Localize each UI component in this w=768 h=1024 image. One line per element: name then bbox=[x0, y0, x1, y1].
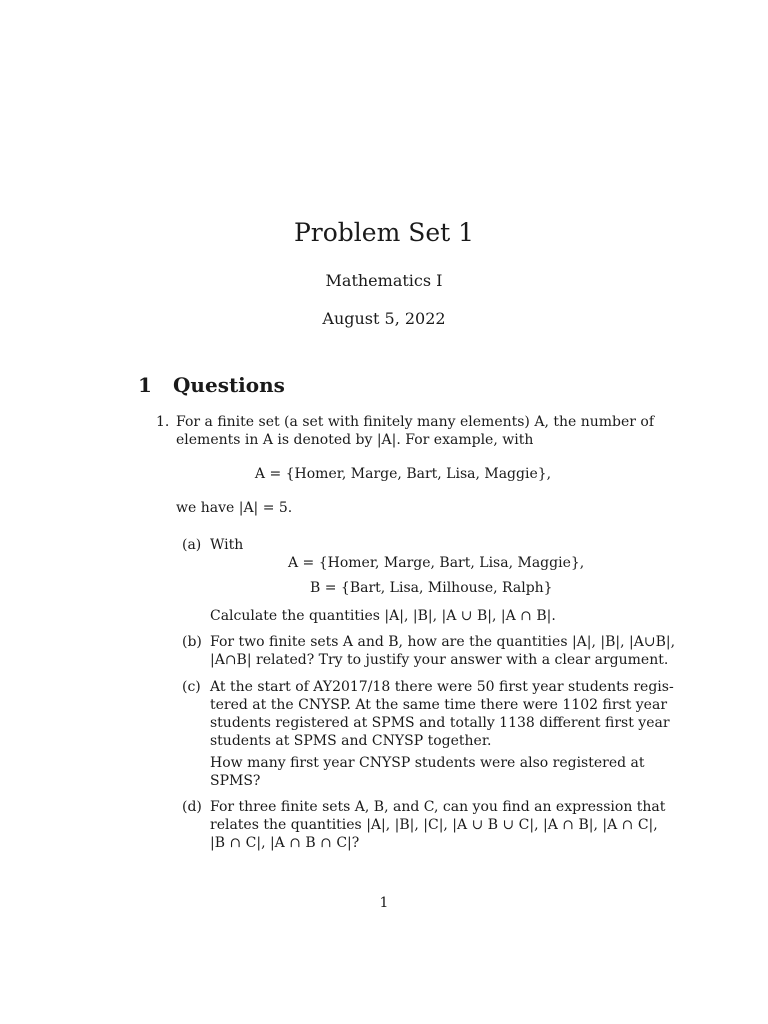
section-number: 1 bbox=[138, 373, 152, 397]
question-number: 1. bbox=[156, 414, 170, 430]
document-title: Problem Set 1 bbox=[293, 218, 475, 247]
document-date: August 5, 2022 bbox=[322, 309, 446, 328]
page-number: 1 bbox=[379, 895, 389, 911]
part-d-label: (d) bbox=[182, 799, 202, 815]
part-c-line-2: tered at the CNYSP. At the same time there were 1102 first year bbox=[210, 697, 668, 713]
part-a-label: (a) bbox=[182, 537, 202, 553]
part-c-question-line-1: How many first year CNYSP students were also registered at bbox=[210, 755, 645, 771]
part-a-equation-b: B = {Bart, Lisa, Milhouse, Ralph} bbox=[310, 580, 553, 596]
part-c-label: (c) bbox=[182, 679, 201, 695]
part-a-task: Calculate the quantities |A|, |B|, |A ∪ B|, |A ∩ B|. bbox=[210, 608, 556, 624]
question-intro-line-1: For a finite set (a set with finitely many elements) A, the number of bbox=[176, 414, 655, 430]
part-c-question-line-2: SPMS? bbox=[210, 773, 261, 789]
document-subtitle: Mathematics I bbox=[325, 271, 443, 290]
part-a-equation-a: A = {Homer, Marge, Bart, Lisa, Maggie}, bbox=[288, 555, 585, 571]
section-heading bbox=[138, 372, 285, 398]
question-conclusion: we have |A| = 5. bbox=[176, 500, 293, 516]
section-title: Questions bbox=[173, 373, 285, 397]
part-b-label: (b) bbox=[182, 634, 202, 650]
question-intro-line-2: elements in A is denoted by |A|. For example, with bbox=[176, 432, 534, 448]
part-d-line-1: For three finite sets A, B, and C, can you find an expression that bbox=[210, 799, 666, 815]
example-equation: A = {Homer, Marge, Bart, Lisa, Maggie}, bbox=[254, 466, 552, 482]
part-c-line-4: students at SPMS and CNYSP together. bbox=[210, 733, 492, 749]
part-a-text: With bbox=[210, 537, 244, 553]
part-c-line-3: students registered at SPMS and totally 1138 different first year bbox=[210, 715, 670, 731]
part-d-line-2: relates the quantities |A|, |B|, |C|, |A ∪ B ∪ C|, |A ∩ B|, |A ∩ C|, bbox=[210, 817, 658, 833]
part-d-line-3: |B ∩ C|, |A ∩ B ∩ C|? bbox=[210, 835, 360, 851]
part-c-line-1: At the start of AY2017/18 there were 50 first year students regis- bbox=[210, 679, 674, 695]
part-b-line-2: |A∩B| related? Try to justify your answer with a clear argument. bbox=[210, 652, 669, 668]
part-b-line-1: For two finite sets A and B, how are the quantities |A|, |B|, |A∪B|, bbox=[210, 634, 676, 650]
